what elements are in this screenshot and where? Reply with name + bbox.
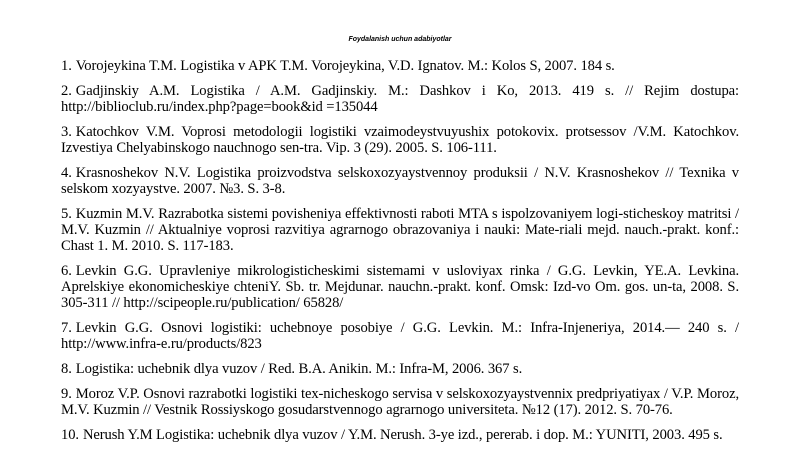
reference-number: 5. [61, 206, 72, 222]
list-item [61, 58, 739, 74]
reference-list [61, 58, 739, 452]
reference-text: Levkin G.G. Upravleniye mikrologisticheskimi sistemami v usloviyax rinka / G.G. Levkin, YE.A. Levkina. Aprelskiye ekonomicheskiye chteniY. Sb. tr. Mejdunar. nauchn.-prakt. konf. Omsk: Izd-vo Om. gos. un-ta, 2008. S. 305-311 // http://scipeople.ru/publication/ 65828/ [61, 263, 739, 311]
list-item [61, 83, 739, 115]
list-item [61, 165, 739, 197]
reference-number: 10. [61, 427, 79, 443]
page-title: Foydalanish uchun adabiyotlar [348, 36, 452, 43]
reference-number: 9. [61, 386, 72, 402]
reference-number: 7. [61, 320, 72, 336]
reference-number: 2. [61, 83, 72, 99]
reference-number: 6. [61, 263, 72, 279]
reference-text: Moroz V.P. Osnovi razrabotki logistiki tex-nicheskogo servisa v selskoxozyaystvennix predpriyatiyax / V.P. Moroz, M.V. Kuzmin // Vestnik Rossiyskogo gosudarstvennogo agrarnogo universiteta. №12 (17). 2012. S. 70-76. [61, 386, 739, 418]
list-item [61, 263, 739, 311]
list-item [61, 124, 739, 156]
list-item [61, 427, 739, 443]
list-item [61, 320, 739, 352]
reference-number: 4. [61, 165, 72, 181]
list-item [61, 386, 739, 418]
reference-text: Gadjinskiy A.M. Logistika / A.M. Gadjinskiy. M.: Dashkov i Ko, 2013. 419 s. // Rejim dostupa: http://biblioclub.ru/index.php?page=book&id =135044 [61, 83, 739, 115]
reference-text: Vorojeykina T.M. Logistika v APK T.M. Vorojeykina, V.D. Ignatov. M.: Kolos S, 2007. 184 s. [75, 58, 615, 74]
reference-text: Krasnoshekov N.V. Logistika proizvodstva selskoxozyaystvennoy produksii / N.V. Krasnoshekov // Texnika v selskom xozyaystve. 2007. №3. S. 3-8. [61, 165, 739, 197]
reference-number: 8. [61, 361, 72, 377]
reference-number: 1. [61, 58, 72, 74]
reference-text: Kuzmin M.V. Razrabotka sistemi povisheniya effektivnosti raboti MTA s ispolzovaniyem logi-sticheskoy matritsi / M.V. Kuzmin // Aktualniye voprosi razvitiya agrarnogo obrazovaniya i nauki: Mate-riali mejd. nauch.-prakt. konf.: Chast 1. M. 2010. S. 117-183. [61, 206, 739, 254]
reference-number: 3. [61, 124, 72, 140]
reference-text: Nerush Y.M Logistika: uchebnik dlya vuzov / Y.M. Nerush. 3-ye izd., pererab. i dop. M.: YUNITI, 2003. 495 s. [82, 427, 723, 443]
reference-text: Levkin G.G. Osnovi logistiki: uchebnoye posobiye / G.G. Levkin. M.: Infra-Injeneriya, 2014.— 240 s. / http://www.infra-e.ru/products/823 [61, 320, 739, 352]
list-item [61, 206, 739, 254]
reference-text: Katochkov V.M. Voprosi metodologii logistiki vzaimodeystvuyushix potokovix. protsessov /V.M. Katochkov. Izvestiya Chelyabinskogo nauchnogo sen-tra. Vip. 3 (29). 2005. S. 106-111. [61, 124, 739, 156]
list-item [61, 361, 739, 377]
reference-text: Logistika: uchebnik dlya vuzov / Red. B.A. Anikin. M.: Infra-M, 2006. 367 s. [75, 361, 523, 377]
